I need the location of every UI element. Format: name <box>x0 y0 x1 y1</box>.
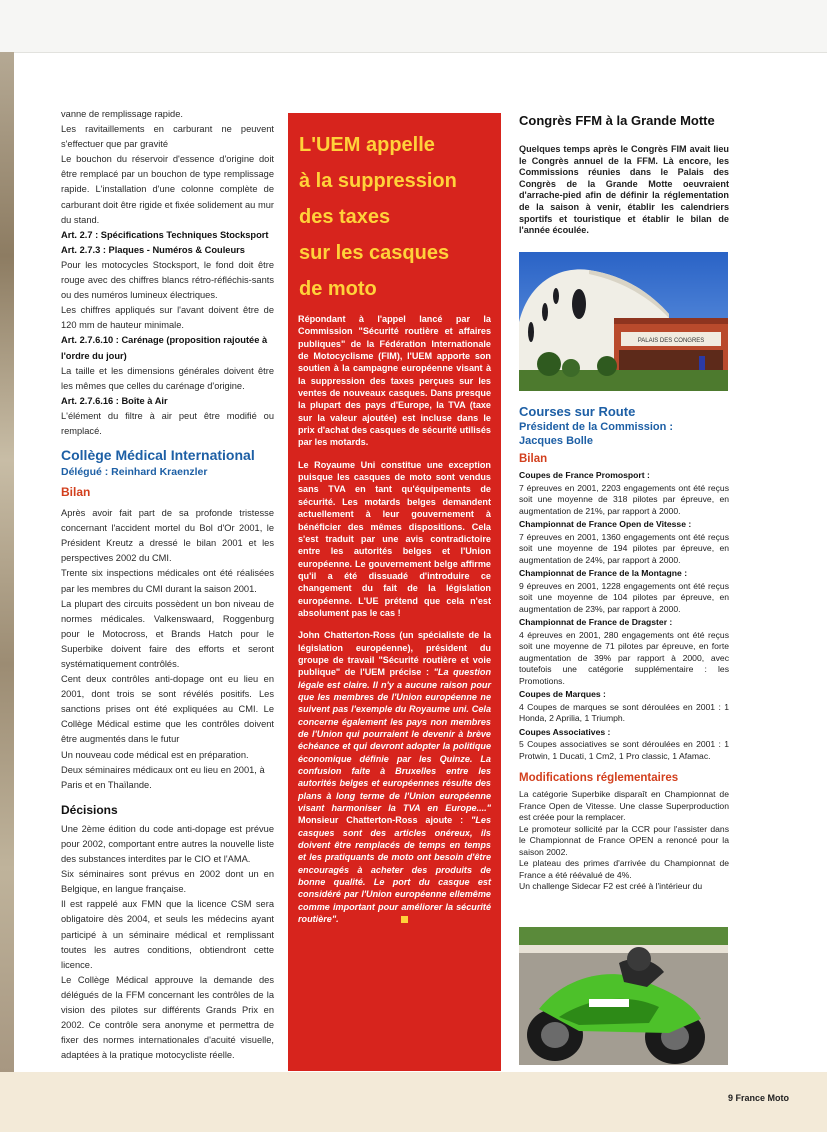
block-heading: Championnat de France de Dragster : <box>519 617 673 627</box>
end-of-article-mark <box>401 916 408 923</box>
title-line: de moto <box>299 278 377 300</box>
paragraph: La taille et les dimensions générales doivent être les mêmes que celles du carénage d'origine. <box>61 365 274 391</box>
block-text: 4 épreuves en 2001, 280 engagements ont été reçus soit une moyenne de 71 pilotes par épreuve, en forte augmentation de 39% par rapport à 2000, avec toutefois une catégorie supplémentaire : les Promotions. <box>519 629 729 686</box>
quote: "Les casques sont des articles onéreux, ils doivent être remplacés de temps en temps et les pratiquants de moto ont besoin d'être encouragés à acheter des produits de bonne qualité. Le port du casque est considéré par l'Union européenne ellemême comme important pour améliorer la sécurité routière". <box>298 815 491 925</box>
article-heading: Art. 2.7.6.10 : Carénage (proposition rajoutée à l'ordre du jour) <box>61 335 268 361</box>
paragraph: La catégorie Superbike disparaît en Championnat de France Open de Vitesse. Une classe Superproduction est créée pour la remplacer. <box>519 789 729 822</box>
bilan-heading: Bilan <box>519 453 548 465</box>
quote: "La question légale est claire. Il n'y a aucune raison pour que les membres de l'Union européenne ne suivent pas l'exemple du Royaume uni. Cela concerne également les pays non membres de l'Union qui pourraient le devenir à brève échéance et qui devront adopter la politique économique définie par les Quinze. La confusion faite à Bruxelles entre les autorités belges et européennes résulte des plans à long terme de l'Union européenne visant harmoniser la TVA en Europe...." <box>298 667 492 814</box>
text-run: Monsieur Chatterton-Ross ajoute : <box>298 815 472 826</box>
cmi-delegate: Délégué : Reinhard Kraenzler <box>61 466 208 479</box>
paragraph: Il est rappelé aux FMN que la licence CSM sera obligatoire dès 2004, et seuls les médecins ayant participé à un séminaire médical et remplissant toutes les autres conditions, obtiendront cette licence. <box>61 899 274 970</box>
paragraph <box>298 629 491 925</box>
paragraph: Le plateau des primes d'arrivée du Championnat de France a été réévalué de 4%. <box>519 858 729 880</box>
block-text: 9 épreuves en 2001, 1228 engagements ont été reçus soit une moyenne de 104 pilotes par épreuve, en augmentation de 23%, par rapport à 2000. <box>519 580 729 614</box>
paragraph: Six séminaires sont prévus en 2002 dont un en Belgique, en langue française. <box>61 869 274 895</box>
facing-page-edge <box>0 52 14 1072</box>
paragraph: Un challenge Sidecar F2 est créé à l'intérieur du <box>519 881 703 891</box>
title-line: à la suppression <box>299 170 457 192</box>
paragraph: Deux séminaires médicaux ont eu lieu en 2001, à Paris et en Thaïlande. <box>61 764 265 790</box>
title-line: des taxes <box>299 206 391 228</box>
bottom-margin <box>0 1072 827 1132</box>
block-heading: Coupes Associatives : <box>519 726 611 737</box>
palais-des-congres-photo <box>519 252 728 391</box>
title-line: L'UEM appelle <box>299 134 435 156</box>
paragraph: Cent deux contrôles anti-dopage ont eu lieu en 2001, dont trois se sont révélés positifs. Les sanctions prises ont été expliquées au CMI. Le Collège Médical estime que les contrôles doivent être augmentés dans le futur <box>61 674 274 745</box>
paragraph: Les ravitaillements en carburant ne peuvent s'effectuer que par gravité <box>61 124 274 150</box>
paragraph: L'élément du filtre à air peut être modifié ou remplacé. <box>61 410 274 436</box>
paragraph: Un nouveau code médical est en préparation. <box>61 749 249 760</box>
lead-paragraph: Quelques temps après le Congrès FIM avait lieu le Congrès annuel de la FFM. Là encore, les Commissions réunies dans le Palais des Congrès de la Grande Motte oeuvraient d'arrache-pied afin de définir la réglementation de la saison à venir, établir les calendriers sportifs et touristique et établir le bilan de l'année écoulée. <box>519 144 729 236</box>
block-text: 5 Coupes associatives se sont déroulées en 2001 : 1 Protwin, 1 Ducati, 1 Cm2, 1 Pro classic, 1 Afamac. <box>519 739 729 761</box>
uem-red-column <box>288 113 501 1071</box>
uem-title <box>299 127 491 307</box>
block-heading: Coupes de Marques : <box>519 689 606 699</box>
block-heading: Championnat de France de la Montagne : <box>519 568 688 578</box>
left-column <box>61 107 274 1063</box>
paragraph: Le bouchon du réservoir d'essence d'origine doit être remplacé par un bouchon de type remplissage rapide. L'installation d'une colonne complète de carburant doit être rigide et fixée solidement au mur du stand. <box>61 154 274 225</box>
superbike-racing-photo <box>519 927 728 1065</box>
paragraph: vanne de remplissage rapide. <box>61 109 183 119</box>
paragraph: Trente six inspections médicales ont été réalisées par les membres du CMI durant la saison 2001. <box>61 568 274 594</box>
modifications-heading: Modifications réglementaires <box>519 772 679 784</box>
president-label: Président de la Commission : <box>519 421 674 433</box>
page-footer: 9 France Moto <box>727 1093 789 1103</box>
paragraph: Pour les motocycles Stocksport, le fond doit être rouge avec des chiffres blancs rétro-réfléchis-sants ou des numéros lumineux électriques. <box>61 259 274 301</box>
block-text: 7 épreuves en 2001, 1360 engagements ont été reçus soit une moyenne de 194 pilotes par épreuve, en augmentation de 24%, par rapport à 2000. <box>519 531 729 565</box>
right-column-top <box>519 113 729 237</box>
bilan-heading: Bilan <box>61 485 91 500</box>
paragraph: Les chiffres appliqués sur l'avant doivent être de 120 mm de hauteur minimale. <box>61 305 274 331</box>
paragraph: Le Collège Médical approuve la demande des délégués de la FFM concernant les contrôles de la vision des pilotes sur différents Grands Prix en 2002. Ce contrôle sera anonyme et permettra de fixer des normes internationales d'acuité visuelle, adaptées à la pratique motocycliste réelle. <box>61 974 274 1061</box>
right-column-lower <box>519 404 729 893</box>
article-heading: Art. 2.7 : Spécifications Techniques Stocksport <box>61 229 269 240</box>
block-heading: Coupes de France Promosport : <box>519 470 650 480</box>
paragraph: Après avoir fait part de sa profonde tristesse concernant l'accident mortel du Bol d'Or 2001, le Président Kreutz a dressé le bilan 2001 et les perspectives 2002 du CMI. <box>61 508 274 564</box>
building-sign: PALAIS DES CONGRES <box>637 338 705 344</box>
block-text: 7 épreuves en 2001, 2203 engagements ont été reçus soit une moyenne de 318 pilotes par épreuve, en augmentation de 21%, par rapport à 2000. <box>519 482 729 516</box>
paragraph: Le Royaume Uni constitue une exception puisque les casques de moto sont vendus sans TVA en tant qu'équipements de sécurité. Les motards belges demandent actuellement à leur gouvernement à bénéficier des mêmes dispositions. Cela s'est traduit par une avis contradictoire entre les autorités belges et l'Union européenne. Le gouvernement belge affirme qu'il a été dissuadé d'introduire ce changement du fait de la législation européenne. L'UE prétend que cela n'est absolument pas le cas ! <box>298 459 491 618</box>
article-heading: Art. 2.7.6.16 : Boîte à Air <box>61 395 168 406</box>
block-text: 4 Coupes de marques se sont déroulées en 2001 : 1 Honda, 2 Aprilia, 1 Triumph. <box>519 701 729 723</box>
title-line: sur les casques <box>299 242 450 264</box>
paragraph: La plupart des circuits possèdent un bon niveau de normes médicales. Valkenswaard, Roggenburg pour le Motocross, et Brands Hatch pour le Superbike doivent faire des efforts et seront systématiquement contrôlés. <box>61 598 274 669</box>
article-heading: Art. 2.7.3 : Plaques - Numéros & Couleurs <box>61 244 245 255</box>
text-run: John Chatterton-Ross (un spécialiste de la législation européenne), président du groupe de travail "Sécurité routière et voie publique" de l'UEM précise : <box>298 630 491 678</box>
decisions-heading: Décisions <box>61 802 118 817</box>
top-margin <box>0 0 827 53</box>
paragraph: Répondant à l'appel lancé par la Commission "Sécurité routière et affaires publiques" de la Fédération Internationale de Motocyclisme (FIM), l'UEM apporte son soutien à la campagne européenne visant à la suppression des taxes perçues sur les ventes de nouveaux casques. Dans presque la plupart des pays d'Europe, la TVA (taxe sur la valeur ajoutée) est incluse dans le prix d'achat des casques de sécurité utilisés par les motards. <box>298 314 491 448</box>
cmi-title: Collège Médical International <box>61 447 255 464</box>
congres-title: Congrès FFM à la Grande Motte <box>519 113 715 128</box>
paragraph: Une 2ème édition du code anti-dopage est prévue pour 2002, comportant entre autres la nouvelle liste des substances interdites par le CIO et l'AMA. <box>61 823 274 865</box>
block-heading: Championnat de France Open de Vitesse : <box>519 519 692 529</box>
paragraph: Le promoteur sollicité par la CCR pour l'assister dans le Championnat de France OPEN a renoncé pour la saison 2002. <box>519 823 729 857</box>
courses-title: Courses sur Route <box>519 404 636 419</box>
president-name: Jacques Bolle <box>519 435 593 447</box>
